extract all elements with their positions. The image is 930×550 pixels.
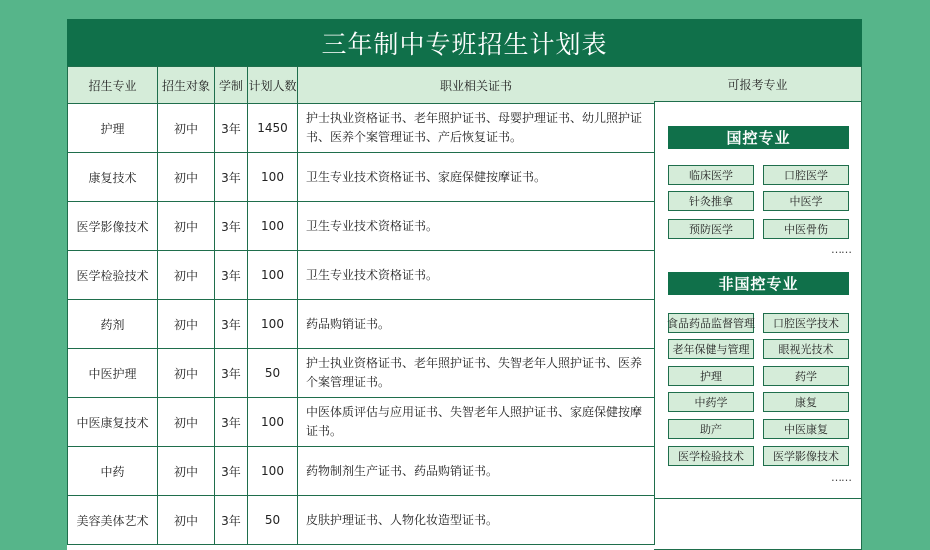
- cell-duration: 3年: [215, 300, 248, 349]
- cell-major: 药剂: [68, 300, 158, 349]
- table-row: [68, 251, 655, 300]
- cell-target: 初中: [158, 300, 215, 349]
- uncontrolled-major-chip: 助产: [668, 419, 754, 439]
- uncontrolled-major-chip: 康复: [763, 392, 849, 412]
- uncontrolled-major-chip: 中医康复: [763, 419, 849, 439]
- cell-duration: 3年: [215, 153, 248, 202]
- col-header-count: 计划人数: [248, 67, 298, 104]
- controlled-major-chip: 临床医学: [668, 165, 754, 185]
- controlled-majors-heading: 国控专业: [668, 126, 849, 149]
- cell-target: 初中: [158, 496, 215, 545]
- eligible-majors-panel: [654, 66, 862, 550]
- table-row: [68, 104, 655, 153]
- cell-target: 初中: [158, 251, 215, 300]
- cell-count: 50: [248, 496, 298, 545]
- cell-target: 初中: [158, 398, 215, 447]
- plan-table: [67, 66, 655, 545]
- cell-count: 100: [248, 398, 298, 447]
- uncontrolled-majors-heading: 非国控专业: [668, 272, 849, 295]
- cell-certificates: 皮肤护理证书、人物化妆造型证书。: [298, 496, 655, 545]
- table-row: [68, 496, 655, 545]
- cell-major: 美容美体艺术: [68, 496, 158, 545]
- cell-target: 初中: [158, 202, 215, 251]
- uncontrolled-major-chip: 眼视光技术: [763, 339, 849, 359]
- uncontrolled-more-ellipsis: ……: [831, 471, 851, 484]
- divider: [654, 498, 862, 499]
- uncontrolled-major-chip: 中药学: [668, 392, 754, 412]
- cell-duration: 3年: [215, 447, 248, 496]
- cell-duration: 3年: [215, 496, 248, 545]
- cell-count: 100: [248, 447, 298, 496]
- cell-count: 50: [248, 349, 298, 398]
- col-header-duration: 学制: [215, 67, 248, 104]
- page-title: 三年制中专班招生计划表: [67, 19, 862, 66]
- table-header-row: [68, 67, 655, 104]
- col-header-eligible-majors: 可报考专业: [654, 66, 862, 102]
- cell-major: 中药: [68, 447, 158, 496]
- controlled-major-chip: 针灸推拿: [668, 191, 754, 211]
- cell-duration: 3年: [215, 349, 248, 398]
- controlled-major-chip: 中医骨伤: [763, 219, 849, 239]
- col-header-major: 招生专业: [68, 67, 158, 104]
- cell-certificates: 卫生专业技术资格证书、家庭保健按摩证书。: [298, 153, 655, 202]
- cell-certificates: 卫生专业技术资格证书。: [298, 202, 655, 251]
- cell-count: 100: [248, 153, 298, 202]
- cell-count: 100: [248, 251, 298, 300]
- table-row: [68, 447, 655, 496]
- cell-certificates: 中医体质评估与应用证书、失智老年人照护证书、家庭保健按摩证书。: [298, 398, 655, 447]
- uncontrolled-major-chip: 口腔医学技术: [763, 313, 849, 333]
- cell-count: 1450: [248, 104, 298, 153]
- cell-count: 100: [248, 300, 298, 349]
- controlled-more-ellipsis: ……: [831, 243, 851, 256]
- eligible-majors-body: [654, 102, 862, 550]
- uncontrolled-major-chip: 食品药品监督管理: [668, 313, 754, 333]
- cell-duration: 3年: [215, 104, 248, 153]
- table-row: [68, 153, 655, 202]
- cell-certificates: 药物制剂生产证书、药品购销证书。: [298, 447, 655, 496]
- uncontrolled-major-chip: 护理: [668, 366, 754, 386]
- table-row: [68, 349, 655, 398]
- cell-target: 初中: [158, 447, 215, 496]
- cell-certificates: 药品购销证书。: [298, 300, 655, 349]
- cell-target: 初中: [158, 104, 215, 153]
- uncontrolled-major-chip: 药学: [763, 366, 849, 386]
- cell-duration: 3年: [215, 398, 248, 447]
- table-row: [68, 300, 655, 349]
- col-header-target: 招生对象: [158, 67, 215, 104]
- uncontrolled-major-chip: 老年保健与管理: [668, 339, 754, 359]
- cell-major: 中医康复技术: [68, 398, 158, 447]
- cell-count: 100: [248, 202, 298, 251]
- enrollment-plan-sheet: [67, 19, 862, 550]
- cell-duration: 3年: [215, 251, 248, 300]
- cell-duration: 3年: [215, 202, 248, 251]
- table-row: [68, 398, 655, 447]
- cell-major: 医学影像技术: [68, 202, 158, 251]
- controlled-major-chip: 预防医学: [668, 219, 754, 239]
- cell-major: 中医护理: [68, 349, 158, 398]
- controlled-major-chip: 中医学: [763, 191, 849, 211]
- cell-major: 护理: [68, 104, 158, 153]
- cell-target: 初中: [158, 153, 215, 202]
- table-row: [68, 202, 655, 251]
- cell-certificates: 护士执业资格证书、老年照护证书、失智老年人照护证书、医养个案管理证书。: [298, 349, 655, 398]
- cell-major: 康复技术: [68, 153, 158, 202]
- uncontrolled-major-chip: 医学影像技术: [763, 446, 849, 466]
- cell-target: 初中: [158, 349, 215, 398]
- uncontrolled-major-chip: 医学检验技术: [668, 446, 754, 466]
- cell-major: 医学检验技术: [68, 251, 158, 300]
- cell-certificates: 卫生专业技术资格证书。: [298, 251, 655, 300]
- cell-certificates: 护士执业资格证书、老年照护证书、母婴护理证书、幼儿照护证书、医养个案管理证书、产后恢复证书。: [298, 104, 655, 153]
- col-header-certificates: 职业相关证书: [298, 67, 655, 104]
- controlled-major-chip: 口腔医学: [763, 165, 849, 185]
